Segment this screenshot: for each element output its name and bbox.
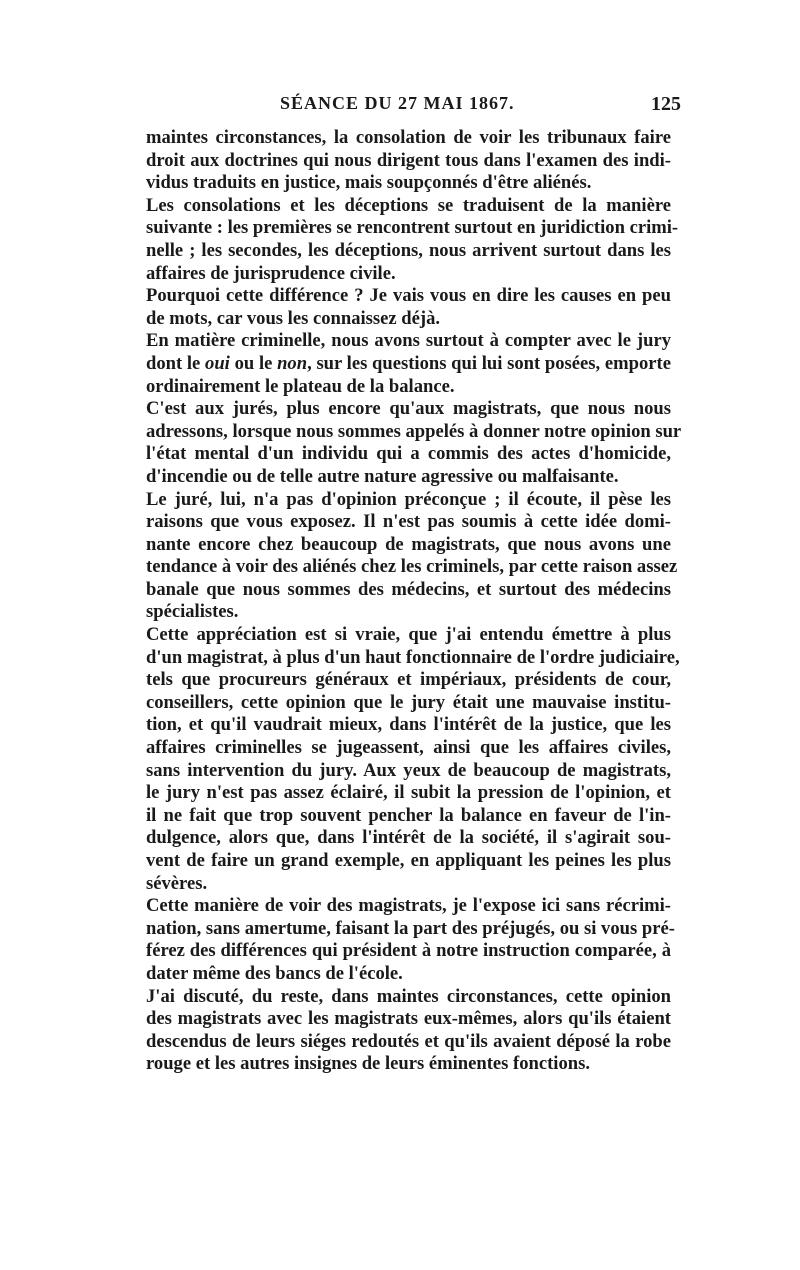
- text-line: nante encore chez beaucoup de magistrats, que nous avons une: [146, 533, 671, 555]
- paragraph: [118, 127, 671, 195]
- text-line: banale que nous sommes des médecins, et surtout des médecins: [146, 578, 671, 600]
- page-number: 125: [651, 93, 681, 115]
- text-line: férez des différences qui président à notre instruction comparée, à: [146, 940, 671, 962]
- text-line: Cette manière de voir des magistrats, je l'expose ici sans récrimi-: [146, 895, 671, 917]
- text-line: Pourquoi cette différence ? Je vais vous en dire les causes en peu: [146, 285, 671, 307]
- text-line: conseillers, cette opinion que le jury était une mauvaise institu-: [146, 691, 671, 713]
- text-line: rouge et les autres insignes de leurs éminentes fonctions.: [146, 1053, 590, 1075]
- text-line: descendus de leurs siéges redoutés et qu'ils avaient déposé la robe: [146, 1030, 671, 1052]
- text-line: Cette appréciation est si vraie, que j'ai entendu émettre à plus: [146, 624, 671, 646]
- text-line: l'état mental d'un individu qui a commis des actes d'homicide,: [146, 443, 671, 465]
- text-line: tels que procureurs généraux et impériaux, présidents de cour,: [146, 669, 671, 691]
- text-line: affaires criminelles se jugeassent, ainsi que les affaires civiles,: [146, 737, 671, 759]
- text-line: il ne fait que trop souvent pencher la balance en faveur de l'in-: [146, 804, 671, 826]
- text-line: tendance à voir des aliénés chez les criminels, par cette raison assez: [146, 556, 678, 578]
- text-line: nelle ; les secondes, les déceptions, nous arrivent surtout dans les: [146, 239, 671, 261]
- text-line: maintes circonstances, la consolation de voir les tribunaux faire: [146, 127, 671, 148]
- text-line: d'un magistrat, à plus d'un haut fonctionnaire de l'ordre judiciaire,: [146, 646, 680, 668]
- body-text: [118, 127, 682, 1076]
- paragraph: [118, 398, 682, 488]
- text-line: vidus traduits en justice, mais soupçonnés d'être aliénés.: [146, 172, 592, 194]
- paragraph: [118, 895, 675, 985]
- text-line: de mots, car vous les connaissez déjà.: [146, 307, 441, 329]
- text-line: dulgence, alors que, dans l'intérêt de la société, il s'agirait sou-: [146, 827, 671, 849]
- text-line: J'ai discuté, du reste, dans maintes circonstances, cette opinion: [146, 985, 671, 1007]
- text-line: des magistrats avec les magistrats eux-mêmes, alors qu'ils étaient: [146, 1008, 671, 1030]
- text-line: spécialistes.: [146, 601, 239, 623]
- text-line: sévères.: [146, 872, 208, 894]
- text-line: sans intervention du jury. Aux yeux de beaucoup de magistrats,: [146, 759, 671, 781]
- text-line: suivante : les premières se rencontrent surtout en juridiction crimi-: [146, 217, 679, 239]
- text-line: nation, sans amertume, faisant la part des préjugés, ou si vous pré-: [146, 917, 675, 939]
- text-line: le jury n'est pas assez éclairé, il subit la pression de l'opinion, et: [146, 782, 671, 804]
- text-line: d'incendie ou de telle autre nature agressive ou malfaisante.: [146, 465, 619, 487]
- text-line: Le juré, lui, n'a pas d'opinion préconçue ; il écoute, il pèse les: [146, 488, 671, 510]
- text-line: vent de faire un grand exemple, en appliquant les peines les plus: [146, 850, 671, 871]
- running-head: [118, 93, 681, 121]
- text-line: tion, et qu'il vaudrait mieux, dans l'intérêt de la justice, que les: [146, 714, 671, 736]
- text-line: droit aux doctrines qui nous dirigent tous dans l'examen des indi-: [146, 149, 671, 171]
- paragraph: [118, 986, 671, 1076]
- paragraph: [118, 330, 671, 398]
- text-line: ordinairement le plateau de la balance.: [146, 375, 455, 397]
- text-line: dater même des bancs de l'école.: [146, 962, 403, 984]
- text-line: En matière criminelle, nous avons surtout à compter avec le jury: [146, 330, 671, 352]
- text-line: Les consolations et les déceptions se traduisent de la manière: [146, 194, 671, 216]
- paragraph: [118, 488, 678, 625]
- text-line: adressons, lorsque nous sommes appelés à donner notre opinion sur: [146, 420, 682, 442]
- text-line: dont le oui ou le non, sur les questions qui lui sont posées, emporte: [146, 352, 671, 374]
- paragraph: [118, 194, 679, 285]
- text-line: raisons que vous exposez. Il n'est pas soumis à cette idée domi-: [146, 511, 671, 533]
- running-title: SÉANCE DU 27 MAI 1867.: [280, 93, 515, 113]
- paragraph: [118, 624, 680, 895]
- text-line: affaires de jurisprudence civile.: [146, 262, 396, 284]
- paragraph: [118, 285, 671, 330]
- text-line: C'est aux jurés, plus encore qu'aux magistrats, que nous nous: [146, 398, 671, 420]
